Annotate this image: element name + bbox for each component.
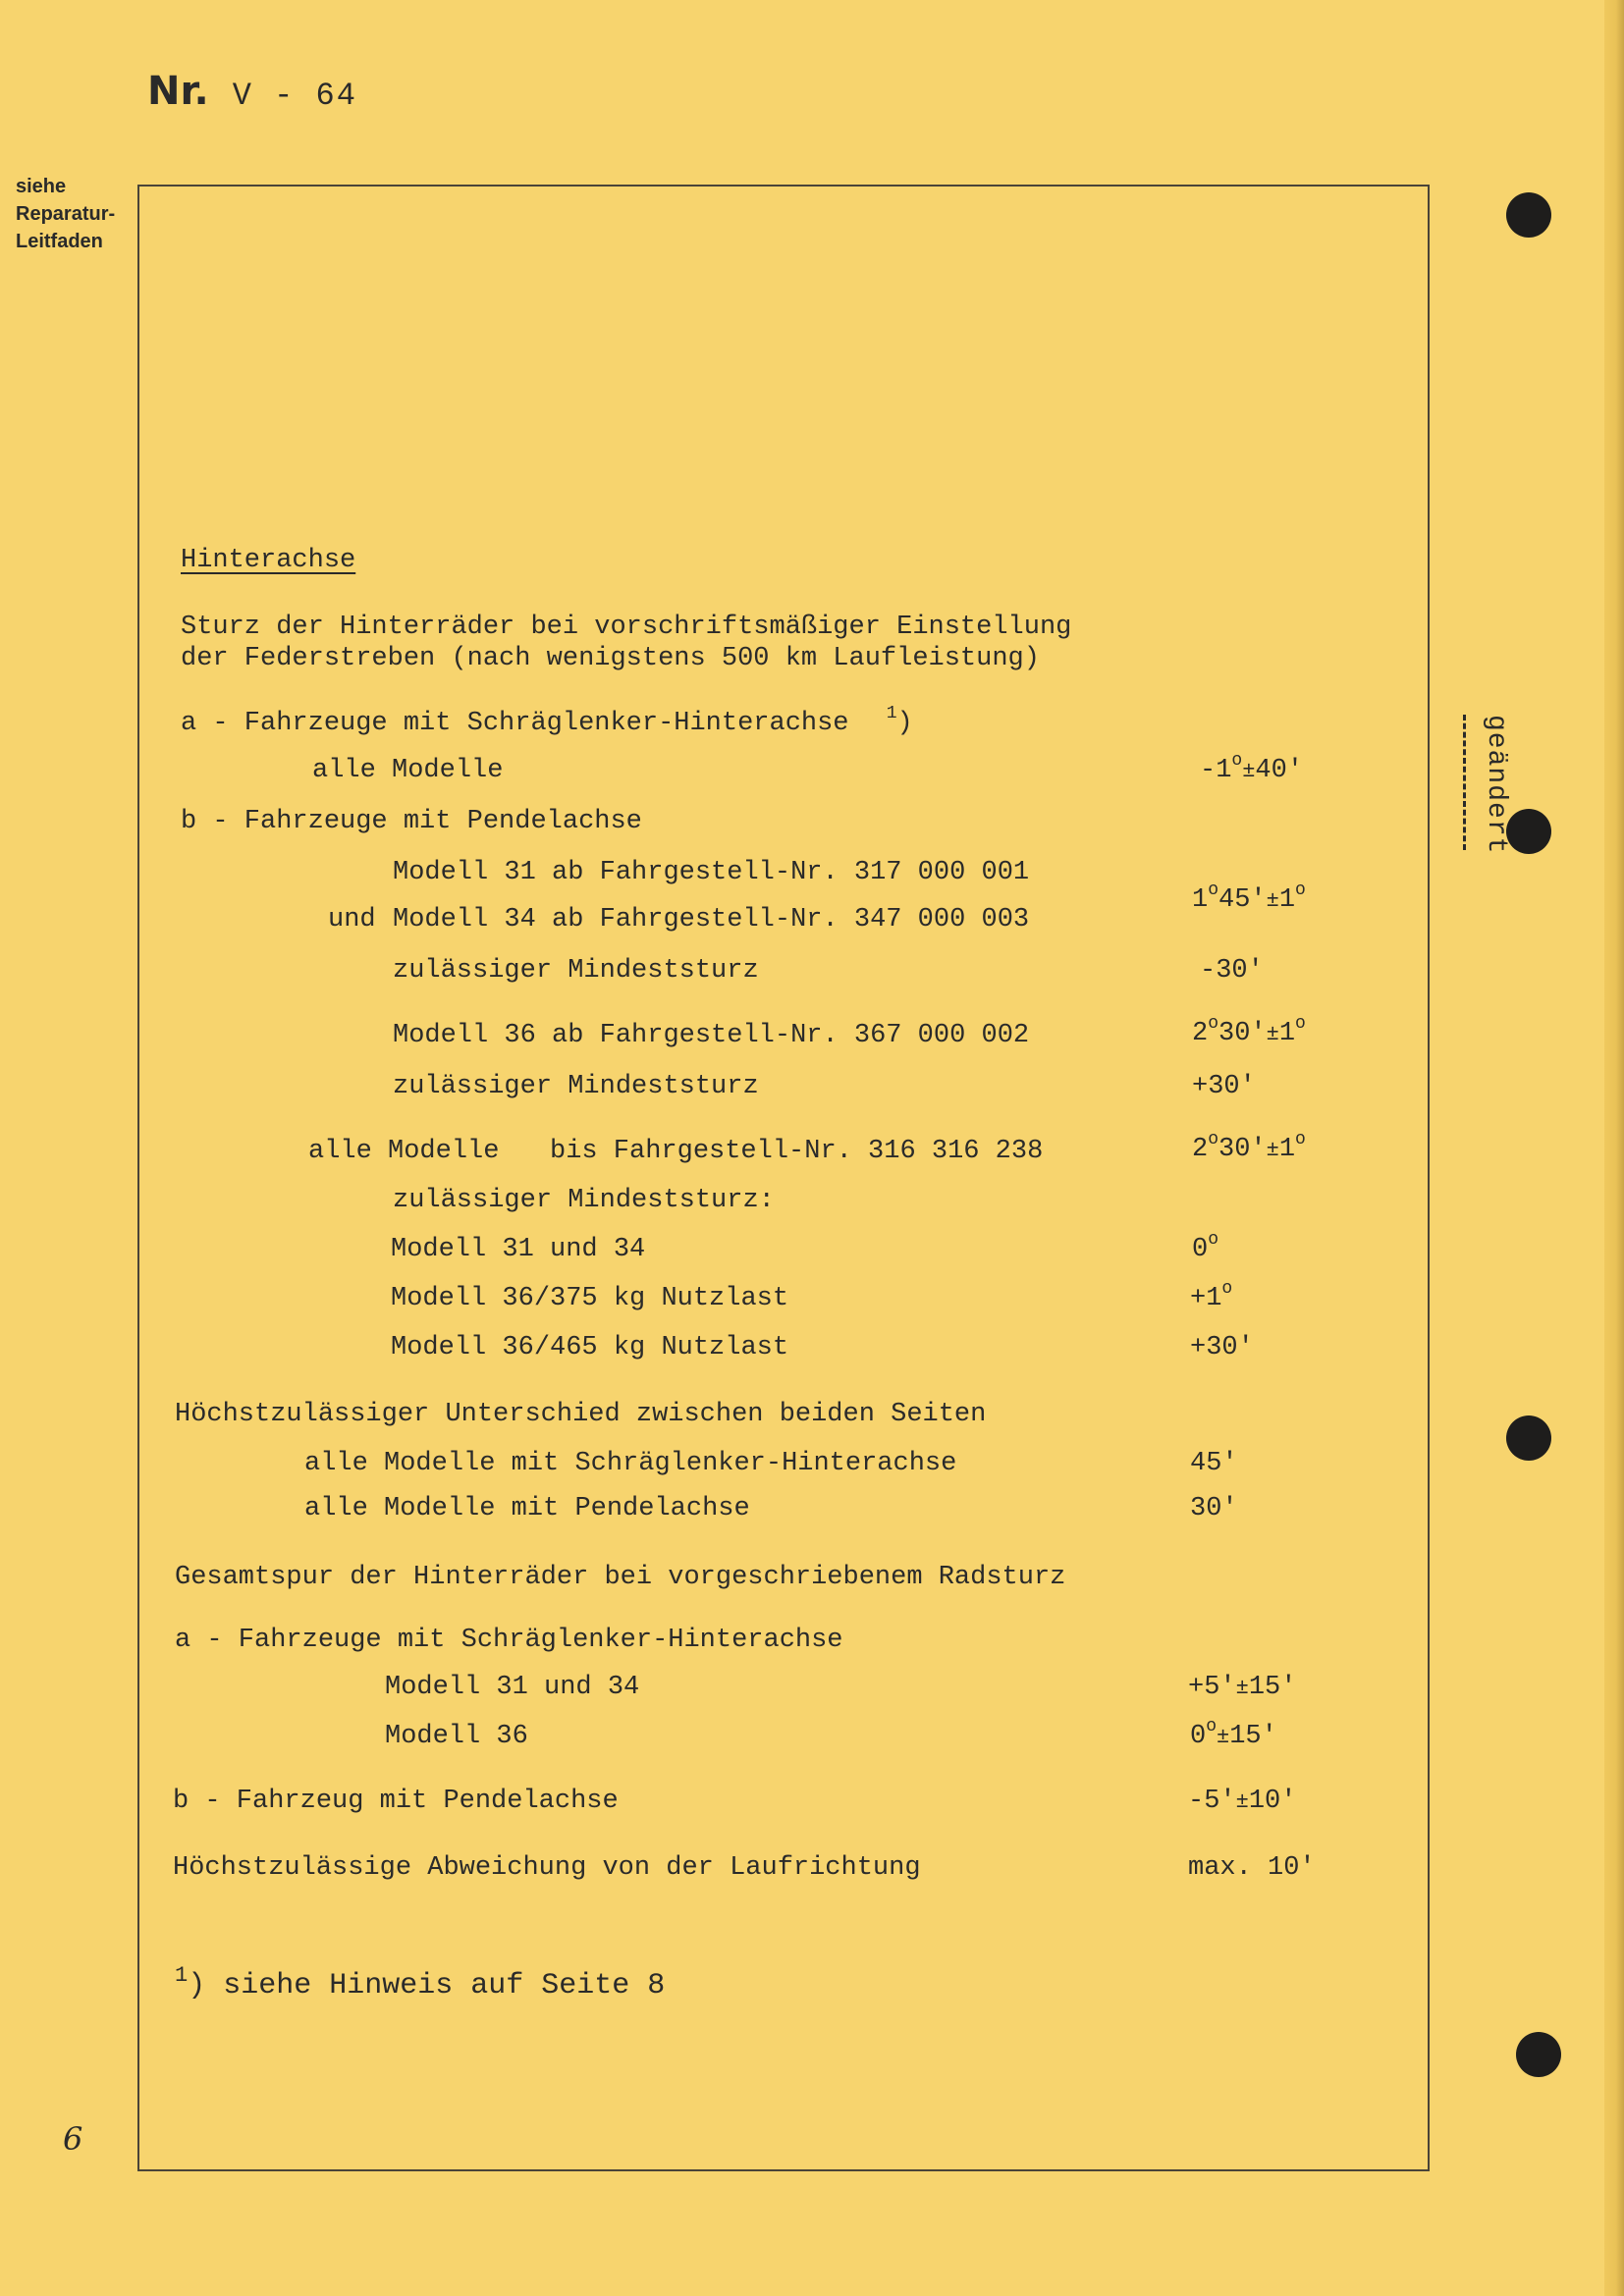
- camber-b-row-4-value: [1192, 1014, 1306, 1048]
- value-minutes: 45': [1218, 885, 1267, 915]
- camber-b-row-6-right: bis Fahrgestell-Nr. 316 316 238: [550, 1137, 1044, 1166]
- section-title: Hinterachse: [181, 546, 356, 575]
- camber-b-heading: b - Fahrzeuge mit Pendelachse: [181, 807, 642, 836]
- difference-row-1-value: 45': [1190, 1449, 1238, 1478]
- plus-minus: ±: [1266, 1138, 1279, 1162]
- deviation-heading: Höchstzulässige Abweichung von der Laufrichtung: [173, 1853, 921, 1883]
- difference-row-2: alle Modelle mit Pendelachse: [304, 1494, 750, 1523]
- camber-b-row-6-left: alle Modelle: [308, 1137, 500, 1166]
- camber-b-row-9: Modell 36/375 kg Nutzlast: [391, 1284, 789, 1313]
- value-base: 2: [1192, 1019, 1209, 1048]
- value-tolerance: 40': [1255, 756, 1304, 785]
- value-base: +1: [1190, 1284, 1222, 1313]
- footnote-mark: 1: [175, 1963, 189, 1988]
- punch-hole-upper-mid: [1506, 809, 1551, 854]
- plus-minus: ±: [1242, 759, 1256, 783]
- camber-b-row-2: Modell 34 ab Fahrgestell-Nr. 347 000 003: [393, 905, 1030, 934]
- toe-heading: Gesamtspur der Hinterräder bei vorgeschriebenem Radsturz: [175, 1563, 1066, 1592]
- changed-label: geändert: [1481, 715, 1511, 855]
- plus-minus: ±: [1217, 1725, 1230, 1749]
- toe-a-row-1-value: [1188, 1673, 1296, 1702]
- value-base: -1: [1200, 756, 1232, 785]
- degree-sign: o: [1206, 1717, 1218, 1736]
- camber-b-row-3: zulässiger Mindeststurz: [393, 956, 759, 986]
- toe-a-row-2-value: [1190, 1717, 1277, 1751]
- camber-b-row-3-value: -30': [1200, 956, 1264, 986]
- deviation-value: max. 10': [1188, 1853, 1316, 1883]
- camber-b-row-7: zulässiger Mindeststurz:: [393, 1186, 775, 1215]
- value-base: 0: [1190, 1722, 1207, 1751]
- value-tolerance: 10': [1248, 1787, 1297, 1816]
- difference-row-2-value: 30': [1190, 1494, 1238, 1523]
- degree-sign: o: [1208, 881, 1219, 900]
- value-tolerance: 1: [1278, 1019, 1296, 1048]
- value-tolerance: 15': [1248, 1673, 1297, 1702]
- value-tolerance: 15': [1229, 1722, 1277, 1751]
- camber-b-row-10-value: +30': [1190, 1333, 1254, 1362]
- doc-number-prefix: Nr.: [147, 69, 209, 114]
- degree-sign: o: [1295, 1130, 1306, 1149]
- degree-sign: o: [1295, 881, 1306, 900]
- value-base: 1: [1192, 885, 1209, 915]
- punch-hole-lower-mid: [1506, 1415, 1551, 1461]
- footnote-ref: $^1$): [886, 704, 913, 738]
- paper-edge: [1604, 0, 1624, 2296]
- difference-heading: Höchstzulässiger Unterschied zwischen beiden Seiten: [175, 1400, 987, 1429]
- degree-sign: o: [1231, 751, 1243, 771]
- value-base: 2: [1192, 1135, 1209, 1164]
- camber-a-heading-text: a - Fahrzeuge mit Schräglenker-Hinterachse: [181, 709, 849, 738]
- degree-sign: o: [1221, 1279, 1233, 1299]
- camber-b-row-6-value: [1192, 1130, 1306, 1164]
- camber-b-row-5-value: +30': [1192, 1072, 1256, 1101]
- degree-sign: o: [1295, 1014, 1306, 1034]
- difference-row-1: alle Modelle mit Schräglenker-Hinterachse: [304, 1449, 957, 1478]
- punch-hole-top: [1506, 192, 1551, 238]
- footnote-text: ) siehe Hinweis auf Seite 8: [188, 1969, 666, 2002]
- value-base: -5': [1188, 1787, 1236, 1816]
- camber-b-row-12-value: [1192, 881, 1306, 915]
- camber-a-value: [1200, 751, 1304, 785]
- camber-b-row-8-value: [1192, 1230, 1219, 1264]
- value-tolerance: 1: [1278, 1135, 1296, 1164]
- toe-a-row-2: Modell 36: [385, 1722, 528, 1751]
- camber-b-row-10: Modell 36/465 kg Nutzlast: [391, 1333, 789, 1362]
- degree-sign: o: [1208, 1130, 1219, 1149]
- degree-sign: o: [1208, 1230, 1219, 1250]
- value-tolerance: 1: [1278, 885, 1296, 915]
- plus-minus: ±: [1266, 888, 1279, 913]
- toe-a-heading: a - Fahrzeuge mit Schräglenker-Hinterachse: [175, 1626, 843, 1655]
- intro-line-1: Sturz der Hinterräder bei vorschriftsmäßiger Einstellung: [181, 613, 1072, 642]
- camber-a-all-models: alle Modelle: [312, 756, 504, 785]
- value-minutes: 30': [1218, 1135, 1267, 1164]
- plus-minus: ±: [1235, 1789, 1249, 1814]
- value-base: 0: [1192, 1235, 1209, 1264]
- plus-minus: ±: [1266, 1022, 1279, 1046]
- toe-a-row-1: Modell 31 und 34: [385, 1673, 640, 1702]
- camber-b-row-8: Modell 31 und 34: [391, 1235, 646, 1264]
- margin-note: siehe Reparatur-Leitfaden: [16, 176, 116, 252]
- camber-b-row-5: zulässiger Mindeststurz: [393, 1072, 759, 1101]
- intro-line-2: der Federstreben (nach wenigstens 500 km Laufleistung): [181, 644, 1040, 673]
- changed-marker-dashes: [1463, 715, 1476, 850]
- camber-b-row-1: Modell 31 ab Fahrgestell-Nr. 317 000 001: [393, 858, 1030, 887]
- footnote-ref-mark: 1: [886, 704, 897, 723]
- toe-b-value: [1188, 1787, 1296, 1816]
- toe-b-heading: b - Fahrzeug mit Pendelachse: [173, 1787, 619, 1816]
- camber-a-heading: [181, 704, 913, 740]
- document-number: [147, 69, 357, 117]
- punch-hole-bottom: [1516, 2032, 1561, 2077]
- camber-b-row-4: Modell 36 ab Fahrgestell-Nr. 367 000 002: [393, 1021, 1030, 1050]
- page-number: 6: [63, 2120, 83, 2158]
- footnote: [175, 1963, 666, 2002]
- degree-sign: o: [1208, 1014, 1219, 1034]
- doc-number-value: V - 64: [232, 78, 357, 114]
- plus-minus: ±: [1235, 1676, 1249, 1700]
- value-minutes: 30': [1218, 1019, 1267, 1048]
- camber-b-row-2-prefix: und: [328, 905, 376, 934]
- value-base: +5': [1188, 1673, 1236, 1702]
- camber-b-row-9-value: [1190, 1279, 1233, 1313]
